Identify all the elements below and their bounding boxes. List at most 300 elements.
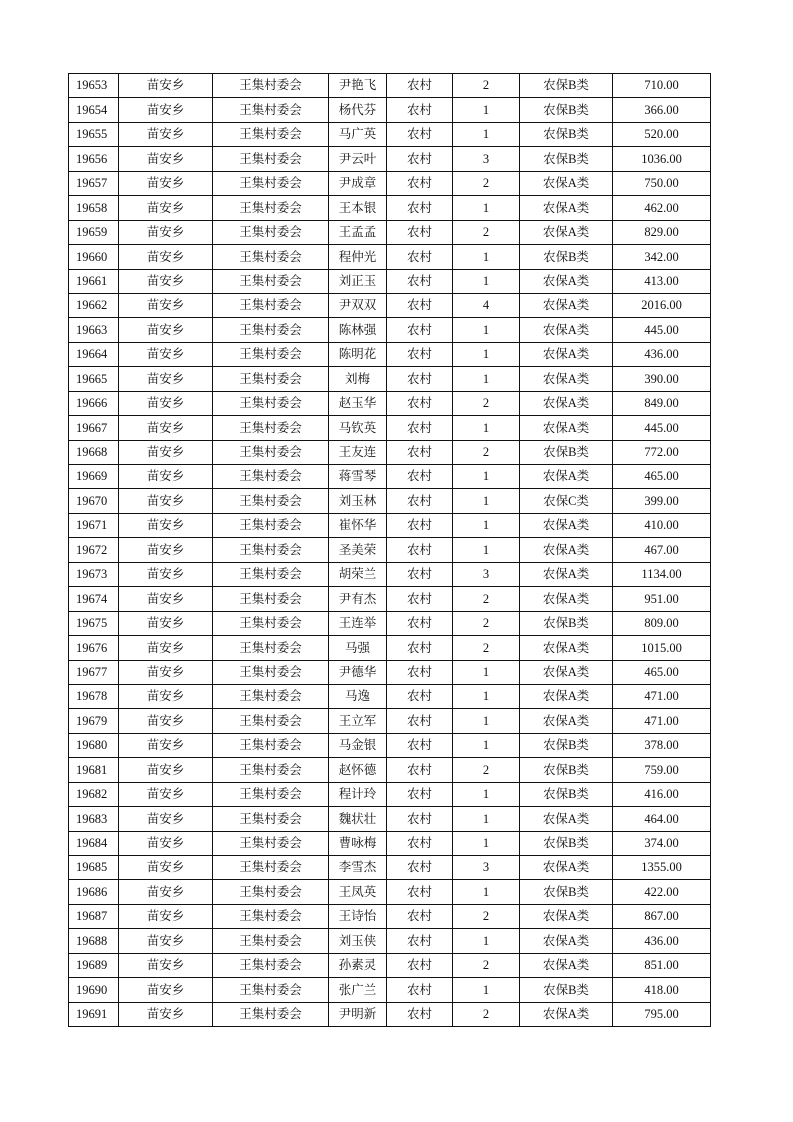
cell-area-type: 农村	[387, 880, 453, 904]
table-row	[69, 929, 711, 953]
cell-township: 苗安乡	[119, 562, 213, 586]
cell-insurance-category: 农保A类	[520, 293, 613, 317]
table-row	[69, 880, 711, 904]
cell-row-id: 19663	[69, 318, 119, 342]
cell-area-type: 农村	[387, 831, 453, 855]
cell-amount: 795.00	[613, 1002, 711, 1026]
table-row	[69, 513, 711, 537]
cell-household-count: 1	[453, 318, 520, 342]
cell-amount: 465.00	[613, 465, 711, 489]
cell-area-type: 农村	[387, 611, 453, 635]
cell-row-id: 19666	[69, 391, 119, 415]
cell-insurance-category: 农保A类	[520, 684, 613, 708]
cell-township: 苗安乡	[119, 856, 213, 880]
cell-township: 苗安乡	[119, 342, 213, 366]
cell-township: 苗安乡	[119, 318, 213, 342]
table-row	[69, 953, 711, 977]
cell-household-count: 2	[453, 1002, 520, 1026]
cell-row-id: 19683	[69, 807, 119, 831]
cell-area-type: 农村	[387, 342, 453, 366]
cell-person-name: 尹成章	[329, 171, 387, 195]
cell-village-committee: 王集村委会	[213, 465, 329, 489]
cell-amount: 436.00	[613, 929, 711, 953]
cell-row-id: 19691	[69, 1002, 119, 1026]
cell-amount: 849.00	[613, 391, 711, 415]
cell-village-committee: 王集村委会	[213, 709, 329, 733]
cell-area-type: 农村	[387, 660, 453, 684]
cell-area-type: 农村	[387, 684, 453, 708]
cell-area-type: 农村	[387, 269, 453, 293]
cell-household-count: 1	[453, 342, 520, 366]
cell-row-id: 19675	[69, 611, 119, 635]
cell-township: 苗安乡	[119, 758, 213, 782]
cell-household-count: 1	[453, 122, 520, 146]
cell-row-id: 19667	[69, 416, 119, 440]
cell-insurance-category: 农保A类	[520, 342, 613, 366]
cell-township: 苗安乡	[119, 416, 213, 440]
cell-amount: 366.00	[613, 98, 711, 122]
cell-amount: 378.00	[613, 733, 711, 757]
table-row	[69, 538, 711, 562]
table-row	[69, 978, 711, 1002]
cell-person-name: 尹云叶	[329, 147, 387, 171]
cell-row-id: 19660	[69, 245, 119, 269]
cell-insurance-category: 农保B类	[520, 98, 613, 122]
cell-row-id: 19678	[69, 684, 119, 708]
cell-person-name: 王诗怡	[329, 904, 387, 928]
cell-household-count: 1	[453, 98, 520, 122]
cell-village-committee: 王集村委会	[213, 122, 329, 146]
cell-household-count: 2	[453, 636, 520, 660]
cell-village-committee: 王集村委会	[213, 98, 329, 122]
cell-village-committee: 王集村委会	[213, 489, 329, 513]
cell-township: 苗安乡	[119, 709, 213, 733]
table-row	[69, 1002, 711, 1026]
cell-village-committee: 王集村委会	[213, 733, 329, 757]
cell-area-type: 农村	[387, 489, 453, 513]
cell-person-name: 陈明花	[329, 342, 387, 366]
cell-township: 苗安乡	[119, 489, 213, 513]
table-row	[69, 636, 711, 660]
cell-insurance-category: 农保A类	[520, 269, 613, 293]
cell-person-name: 尹有杰	[329, 587, 387, 611]
table-body	[69, 74, 711, 1027]
cell-village-committee: 王集村委会	[213, 269, 329, 293]
cell-row-id: 19684	[69, 831, 119, 855]
cell-person-name: 王立军	[329, 709, 387, 733]
cell-person-name: 蒋雪琴	[329, 465, 387, 489]
cell-area-type: 农村	[387, 293, 453, 317]
cell-village-committee: 王集村委会	[213, 171, 329, 195]
cell-village-committee: 王集村委会	[213, 220, 329, 244]
cell-area-type: 农村	[387, 367, 453, 391]
cell-household-count: 1	[453, 733, 520, 757]
cell-row-id: 19680	[69, 733, 119, 757]
cell-amount: 436.00	[613, 342, 711, 366]
table-row	[69, 147, 711, 171]
cell-row-id: 19669	[69, 465, 119, 489]
cell-row-id: 19679	[69, 709, 119, 733]
cell-person-name: 刘玉侠	[329, 929, 387, 953]
cell-row-id: 19690	[69, 978, 119, 1002]
table-row	[69, 733, 711, 757]
cell-village-committee: 王集村委会	[213, 318, 329, 342]
cell-amount: 867.00	[613, 904, 711, 928]
cell-amount: 471.00	[613, 684, 711, 708]
cell-household-count: 2	[453, 611, 520, 635]
cell-village-committee: 王集村委会	[213, 416, 329, 440]
cell-area-type: 农村	[387, 122, 453, 146]
table-row	[69, 367, 711, 391]
cell-amount: 1036.00	[613, 147, 711, 171]
table-row	[69, 391, 711, 415]
cell-village-committee: 王集村委会	[213, 147, 329, 171]
cell-insurance-category: 农保C类	[520, 489, 613, 513]
table-row	[69, 220, 711, 244]
cell-amount: 772.00	[613, 440, 711, 464]
table-row	[69, 587, 711, 611]
cell-row-id: 19659	[69, 220, 119, 244]
cell-village-committee: 王集村委会	[213, 440, 329, 464]
cell-insurance-category: 农保B类	[520, 831, 613, 855]
cell-village-committee: 王集村委会	[213, 684, 329, 708]
cell-person-name: 王连举	[329, 611, 387, 635]
cell-amount: 465.00	[613, 660, 711, 684]
cell-household-count: 2	[453, 953, 520, 977]
table-row	[69, 293, 711, 317]
cell-area-type: 农村	[387, 220, 453, 244]
cell-insurance-category: 农保A类	[520, 196, 613, 220]
cell-household-count: 3	[453, 856, 520, 880]
cell-village-committee: 王集村委会	[213, 513, 329, 537]
cell-township: 苗安乡	[119, 880, 213, 904]
table-row	[69, 318, 711, 342]
cell-row-id: 19673	[69, 562, 119, 586]
cell-area-type: 农村	[387, 978, 453, 1002]
cell-person-name: 刘正玉	[329, 269, 387, 293]
cell-row-id: 19687	[69, 904, 119, 928]
cell-amount: 464.00	[613, 807, 711, 831]
table-row	[69, 98, 711, 122]
cell-area-type: 农村	[387, 758, 453, 782]
cell-amount: 1355.00	[613, 856, 711, 880]
cell-amount: 809.00	[613, 611, 711, 635]
cell-area-type: 农村	[387, 538, 453, 562]
cell-household-count: 1	[453, 684, 520, 708]
cell-village-committee: 王集村委会	[213, 831, 329, 855]
cell-amount: 342.00	[613, 245, 711, 269]
cell-township: 苗安乡	[119, 245, 213, 269]
cell-township: 苗安乡	[119, 122, 213, 146]
cell-household-count: 4	[453, 293, 520, 317]
cell-insurance-category: 农保B类	[520, 880, 613, 904]
cell-row-id: 19670	[69, 489, 119, 513]
table-row	[69, 782, 711, 806]
cell-area-type: 农村	[387, 465, 453, 489]
cell-area-type: 农村	[387, 74, 453, 98]
cell-person-name: 王本银	[329, 196, 387, 220]
cell-insurance-category: 农保A类	[520, 636, 613, 660]
cell-amount: 416.00	[613, 782, 711, 806]
cell-person-name: 王孟孟	[329, 220, 387, 244]
cell-area-type: 农村	[387, 147, 453, 171]
cell-insurance-category: 农保A类	[520, 953, 613, 977]
cell-village-committee: 王集村委会	[213, 660, 329, 684]
cell-insurance-category: 农保A类	[520, 391, 613, 415]
cell-row-id: 19672	[69, 538, 119, 562]
cell-village-committee: 王集村委会	[213, 391, 329, 415]
cell-township: 苗安乡	[119, 513, 213, 537]
cell-amount: 750.00	[613, 171, 711, 195]
cell-amount: 1134.00	[613, 562, 711, 586]
cell-household-count: 1	[453, 269, 520, 293]
cell-amount: 951.00	[613, 587, 711, 611]
cell-township: 苗安乡	[119, 391, 213, 415]
cell-insurance-category: 农保B类	[520, 245, 613, 269]
cell-village-committee: 王集村委会	[213, 293, 329, 317]
cell-person-name: 程计玲	[329, 782, 387, 806]
cell-row-id: 19685	[69, 856, 119, 880]
cell-area-type: 农村	[387, 98, 453, 122]
cell-area-type: 农村	[387, 929, 453, 953]
cell-household-count: 2	[453, 587, 520, 611]
cell-household-count: 1	[453, 245, 520, 269]
cell-area-type: 农村	[387, 807, 453, 831]
table-row	[69, 245, 711, 269]
table-row	[69, 807, 711, 831]
table-row	[69, 489, 711, 513]
cell-insurance-category: 农保A类	[520, 538, 613, 562]
cell-insurance-category: 农保B类	[520, 758, 613, 782]
cell-village-committee: 王集村委会	[213, 74, 329, 98]
cell-row-id: 19668	[69, 440, 119, 464]
cell-amount: 851.00	[613, 953, 711, 977]
cell-household-count: 1	[453, 489, 520, 513]
cell-township: 苗安乡	[119, 440, 213, 464]
table-row	[69, 416, 711, 440]
table-row	[69, 831, 711, 855]
cell-township: 苗安乡	[119, 636, 213, 660]
cell-household-count: 1	[453, 978, 520, 1002]
cell-household-count: 2	[453, 904, 520, 928]
cell-insurance-category: 农保A类	[520, 660, 613, 684]
cell-household-count: 1	[453, 660, 520, 684]
data-table	[68, 73, 711, 1027]
cell-insurance-category: 农保A类	[520, 318, 613, 342]
cell-row-id: 19665	[69, 367, 119, 391]
cell-area-type: 农村	[387, 1002, 453, 1026]
cell-village-committee: 王集村委会	[213, 562, 329, 586]
cell-household-count: 1	[453, 929, 520, 953]
table-row	[69, 904, 711, 928]
cell-person-name: 马强	[329, 636, 387, 660]
cell-amount: 2016.00	[613, 293, 711, 317]
cell-row-id: 19664	[69, 342, 119, 366]
cell-township: 苗安乡	[119, 929, 213, 953]
cell-township: 苗安乡	[119, 196, 213, 220]
cell-village-committee: 王集村委会	[213, 856, 329, 880]
cell-person-name: 王凤英	[329, 880, 387, 904]
cell-amount: 374.00	[613, 831, 711, 855]
table-row	[69, 684, 711, 708]
cell-area-type: 农村	[387, 196, 453, 220]
cell-insurance-category: 农保A类	[520, 416, 613, 440]
cell-household-count: 1	[453, 880, 520, 904]
cell-insurance-category: 农保B类	[520, 122, 613, 146]
cell-township: 苗安乡	[119, 465, 213, 489]
cell-village-committee: 王集村委会	[213, 1002, 329, 1026]
table-row	[69, 440, 711, 464]
cell-insurance-category: 农保A类	[520, 220, 613, 244]
table-row	[69, 709, 711, 733]
cell-household-count: 2	[453, 440, 520, 464]
table-row	[69, 171, 711, 195]
cell-area-type: 农村	[387, 391, 453, 415]
cell-amount: 445.00	[613, 416, 711, 440]
cell-township: 苗安乡	[119, 587, 213, 611]
cell-row-id: 19653	[69, 74, 119, 98]
cell-village-committee: 王集村委会	[213, 782, 329, 806]
cell-household-count: 1	[453, 416, 520, 440]
cell-person-name: 尹德华	[329, 660, 387, 684]
cell-village-committee: 王集村委会	[213, 807, 329, 831]
cell-insurance-category: 农保A类	[520, 709, 613, 733]
cell-township: 苗安乡	[119, 611, 213, 635]
cell-area-type: 农村	[387, 513, 453, 537]
cell-insurance-category: 农保B类	[520, 611, 613, 635]
cell-amount: 467.00	[613, 538, 711, 562]
cell-row-id: 19676	[69, 636, 119, 660]
cell-person-name: 赵玉华	[329, 391, 387, 415]
cell-area-type: 农村	[387, 440, 453, 464]
cell-village-committee: 王集村委会	[213, 245, 329, 269]
cell-village-committee: 王集村委会	[213, 196, 329, 220]
cell-household-count: 1	[453, 709, 520, 733]
table-row	[69, 122, 711, 146]
cell-township: 苗安乡	[119, 293, 213, 317]
cell-person-name: 尹双双	[329, 293, 387, 317]
cell-village-committee: 王集村委会	[213, 367, 329, 391]
cell-insurance-category: 农保A类	[520, 904, 613, 928]
cell-village-committee: 王集村委会	[213, 587, 329, 611]
cell-household-count: 1	[453, 513, 520, 537]
cell-row-id: 19671	[69, 513, 119, 537]
cell-amount: 710.00	[613, 74, 711, 98]
cell-township: 苗安乡	[119, 684, 213, 708]
cell-insurance-category: 农保A类	[520, 465, 613, 489]
cell-insurance-category: 农保B类	[520, 74, 613, 98]
table-row	[69, 465, 711, 489]
cell-person-name: 尹明新	[329, 1002, 387, 1026]
cell-insurance-category: 农保A类	[520, 513, 613, 537]
cell-area-type: 农村	[387, 318, 453, 342]
cell-township: 苗安乡	[119, 269, 213, 293]
cell-insurance-category: 农保A类	[520, 1002, 613, 1026]
cell-amount: 471.00	[613, 709, 711, 733]
cell-household-count: 2	[453, 758, 520, 782]
cell-amount: 410.00	[613, 513, 711, 537]
cell-household-count: 3	[453, 147, 520, 171]
cell-village-committee: 王集村委会	[213, 636, 329, 660]
cell-row-id: 19674	[69, 587, 119, 611]
cell-amount: 759.00	[613, 758, 711, 782]
cell-row-id: 19654	[69, 98, 119, 122]
cell-village-committee: 王集村委会	[213, 953, 329, 977]
cell-person-name: 马广英	[329, 122, 387, 146]
cell-household-count: 1	[453, 196, 520, 220]
cell-row-id: 19661	[69, 269, 119, 293]
cell-row-id: 19681	[69, 758, 119, 782]
cell-township: 苗安乡	[119, 807, 213, 831]
cell-amount: 520.00	[613, 122, 711, 146]
cell-amount: 829.00	[613, 220, 711, 244]
cell-person-name: 陈林强	[329, 318, 387, 342]
cell-township: 苗安乡	[119, 74, 213, 98]
cell-person-name: 马金银	[329, 733, 387, 757]
cell-insurance-category: 农保A类	[520, 171, 613, 195]
table-row	[69, 758, 711, 782]
cell-insurance-category: 农保B类	[520, 147, 613, 171]
cell-township: 苗安乡	[119, 147, 213, 171]
cell-area-type: 农村	[387, 636, 453, 660]
cell-person-name: 胡荣兰	[329, 562, 387, 586]
cell-household-count: 3	[453, 562, 520, 586]
cell-township: 苗安乡	[119, 904, 213, 928]
cell-village-committee: 王集村委会	[213, 904, 329, 928]
cell-person-name: 李雪杰	[329, 856, 387, 880]
cell-person-name: 刘梅	[329, 367, 387, 391]
cell-insurance-category: 农保B类	[520, 782, 613, 806]
cell-area-type: 农村	[387, 953, 453, 977]
cell-amount: 399.00	[613, 489, 711, 513]
cell-row-id: 19656	[69, 147, 119, 171]
cell-insurance-category: 农保A类	[520, 587, 613, 611]
cell-person-name: 杨代芬	[329, 98, 387, 122]
cell-area-type: 农村	[387, 904, 453, 928]
table-row	[69, 856, 711, 880]
cell-row-id: 19662	[69, 293, 119, 317]
cell-household-count: 2	[453, 74, 520, 98]
cell-insurance-category: 农保A类	[520, 929, 613, 953]
cell-township: 苗安乡	[119, 220, 213, 244]
cell-person-name: 圣美荣	[329, 538, 387, 562]
cell-person-name: 崔怀华	[329, 513, 387, 537]
cell-row-id: 19657	[69, 171, 119, 195]
cell-amount: 445.00	[613, 318, 711, 342]
cell-insurance-category: 农保A类	[520, 367, 613, 391]
cell-village-committee: 王集村委会	[213, 978, 329, 1002]
cell-person-name: 赵怀德	[329, 758, 387, 782]
cell-person-name: 程仲光	[329, 245, 387, 269]
cell-household-count: 1	[453, 367, 520, 391]
cell-township: 苗安乡	[119, 660, 213, 684]
cell-village-committee: 王集村委会	[213, 538, 329, 562]
cell-insurance-category: 农保B类	[520, 440, 613, 464]
cell-insurance-category: 农保B类	[520, 978, 613, 1002]
cell-person-name: 尹艳飞	[329, 74, 387, 98]
cell-person-name: 王友连	[329, 440, 387, 464]
cell-township: 苗安乡	[119, 367, 213, 391]
cell-area-type: 农村	[387, 562, 453, 586]
table-row	[69, 611, 711, 635]
cell-household-count: 1	[453, 831, 520, 855]
cell-village-committee: 王集村委会	[213, 929, 329, 953]
cell-village-committee: 王集村委会	[213, 758, 329, 782]
cell-person-name: 张广兰	[329, 978, 387, 1002]
cell-township: 苗安乡	[119, 171, 213, 195]
cell-area-type: 农村	[387, 171, 453, 195]
cell-person-name: 马钦英	[329, 416, 387, 440]
